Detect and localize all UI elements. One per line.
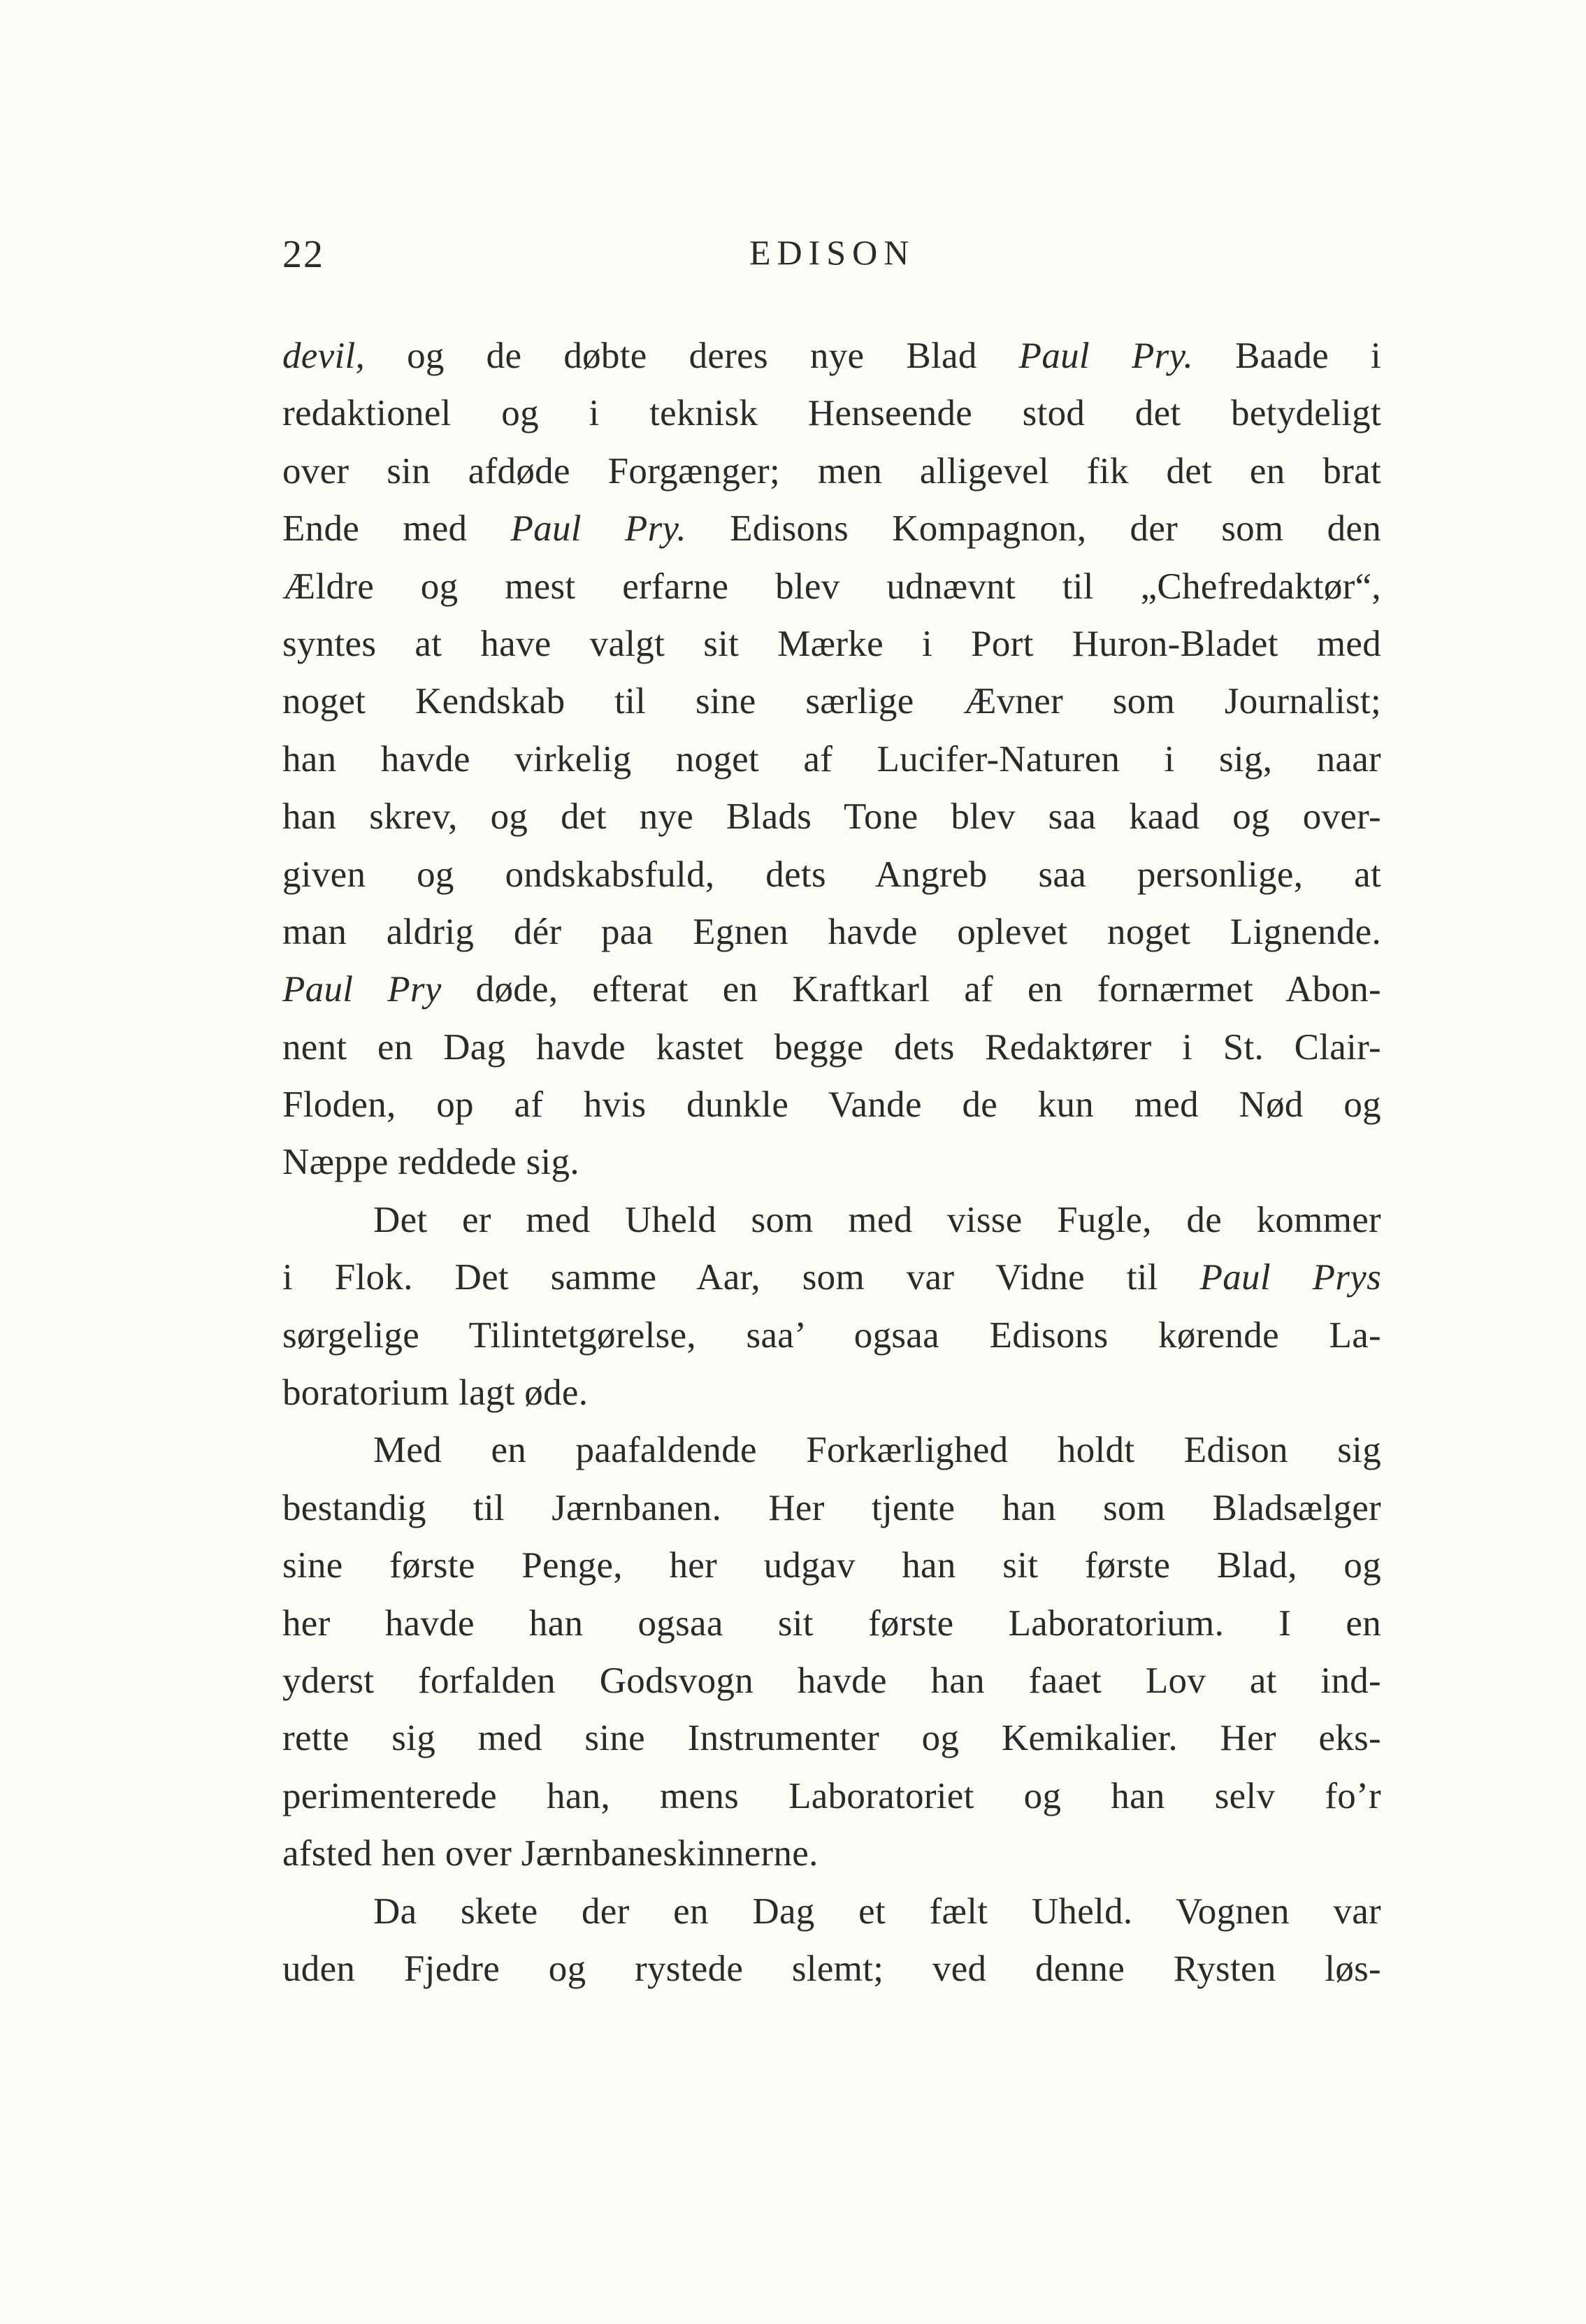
text-segment: han skrev, og det nye Blads Tone blev saa kaad og over- (282, 796, 1381, 838)
text-segment: sørgelige Tilintetgørelse, saa’ ogsaa Edisons kørende La- (282, 1314, 1381, 1356)
text-line (282, 327, 1381, 385)
text-line (282, 1709, 1381, 1767)
text-segment: nent en Dag havde kastet begge dets Redaktører i St. Clair- (282, 1026, 1381, 1068)
text-line (282, 903, 1381, 961)
text-segment: syntes at have valgt sit Mærke i Port Huron-Bladet med (282, 623, 1381, 664)
text-line (282, 1019, 1381, 1076)
body-text (282, 327, 1381, 1997)
text-line (282, 1191, 1381, 1249)
text-line (282, 1940, 1381, 1997)
text-line (282, 1307, 1381, 1364)
text-line (282, 1364, 1381, 1421)
text-line (282, 846, 1381, 903)
text-segment: perimenterede han, mens Laboratoriet og han selv fo’r (282, 1775, 1381, 1816)
italic-text: Paul Pry (282, 969, 442, 1010)
text-line (282, 1421, 1381, 1479)
running-head (282, 232, 1381, 281)
text-segment: Edisons Kompagnon, der som den (686, 508, 1381, 550)
text-line (282, 1133, 1381, 1191)
text-segment: redaktionel og i teknisk Henseende stod det betydeligt (282, 393, 1381, 434)
italic-text: Paul Pry. (510, 508, 686, 550)
text-segment: Ældre og mest erfarne blev udnævnt til „Chefredaktør“, (282, 566, 1381, 607)
text-line (282, 1076, 1381, 1133)
text-segment: boratorium lagt øde. (282, 1372, 589, 1414)
text-line (282, 1652, 1381, 1709)
text-segment: given og ondskabsfuld, dets Angreb saa personlige, at (282, 854, 1381, 895)
text-line (282, 1537, 1381, 1594)
text-segment: bestandig til Jærnbanen. Her tjente han som Bladsælger (282, 1487, 1381, 1528)
text-line (282, 1249, 1381, 1306)
text-segment: her havde han ogsaa sit første Laboratorium. I en (282, 1602, 1381, 1644)
text-segment: sine første Penge, her udgav han sit første Blad, og (282, 1545, 1381, 1586)
text-line (282, 1883, 1381, 1940)
text-segment: Det er med Uheld som med visse Fugle, de kommer (373, 1199, 1381, 1240)
text-segment: uden Fjedre og rystede slemt; ved denne Rysten løs- (282, 1948, 1381, 1989)
text-segment: Da skete der en Dag et fælt Uheld. Vognen var (373, 1891, 1381, 1932)
italic-text: Paul Prys (1199, 1257, 1381, 1298)
text-line (282, 443, 1381, 500)
text-segment: døde, efterat en Kraftkarl af en fornærmet Abon- (441, 969, 1381, 1010)
text-segment: Med en paafaldende Forkærlighed holdt Edison sig (373, 1430, 1381, 1471)
italic-text: devil, (282, 336, 366, 376)
text-segment: og de døbte deres nye Blad (365, 336, 1019, 376)
text-segment: Ende med (282, 508, 511, 550)
text-line (282, 1825, 1381, 1882)
text-segment: yderst forfalden Godsvogn havde han faaet Lov at ind- (282, 1660, 1381, 1701)
text-line (282, 731, 1381, 788)
text-segment: Baade i (1193, 336, 1381, 376)
text-segment: Næppe reddede sig. (282, 1142, 579, 1183)
text-segment: i Flok. Det samme Aar, som var Vidne til (282, 1257, 1200, 1298)
page-number: 22 (282, 233, 324, 276)
text-line (282, 1595, 1381, 1652)
text-segment: noget Kendskab til sine særlige Ævner som Journalist; (282, 681, 1381, 722)
text-line (282, 1479, 1381, 1537)
text-line (282, 673, 1381, 730)
text-line (282, 385, 1381, 442)
text-segment: man aldrig dér paa Egnen havde oplevet noget Lignende. (282, 911, 1381, 952)
text-segment: han havde virkelig noget af Lucifer-Naturen i sig, naar (282, 738, 1381, 780)
running-title: EDISON (749, 233, 916, 272)
text-line (282, 1767, 1381, 1825)
text-line (282, 788, 1381, 845)
text-line (282, 961, 1381, 1018)
italic-text: Paul Pry. (1018, 336, 1194, 376)
text-segment: rette sig med sine Instrumenter og Kemikalier. Her eks- (282, 1718, 1381, 1759)
text-segment: Floden, op af hvis dunkle Vande de kun med Nød og (282, 1084, 1381, 1126)
text-segment: over sin afdøde Forgænger; men alligevel fik det en brat (282, 450, 1381, 492)
text-line (282, 500, 1381, 557)
text-segment: afsted hen over Jærnbaneskinnerne. (282, 1833, 819, 1874)
text-line (282, 558, 1381, 615)
text-line (282, 615, 1381, 673)
